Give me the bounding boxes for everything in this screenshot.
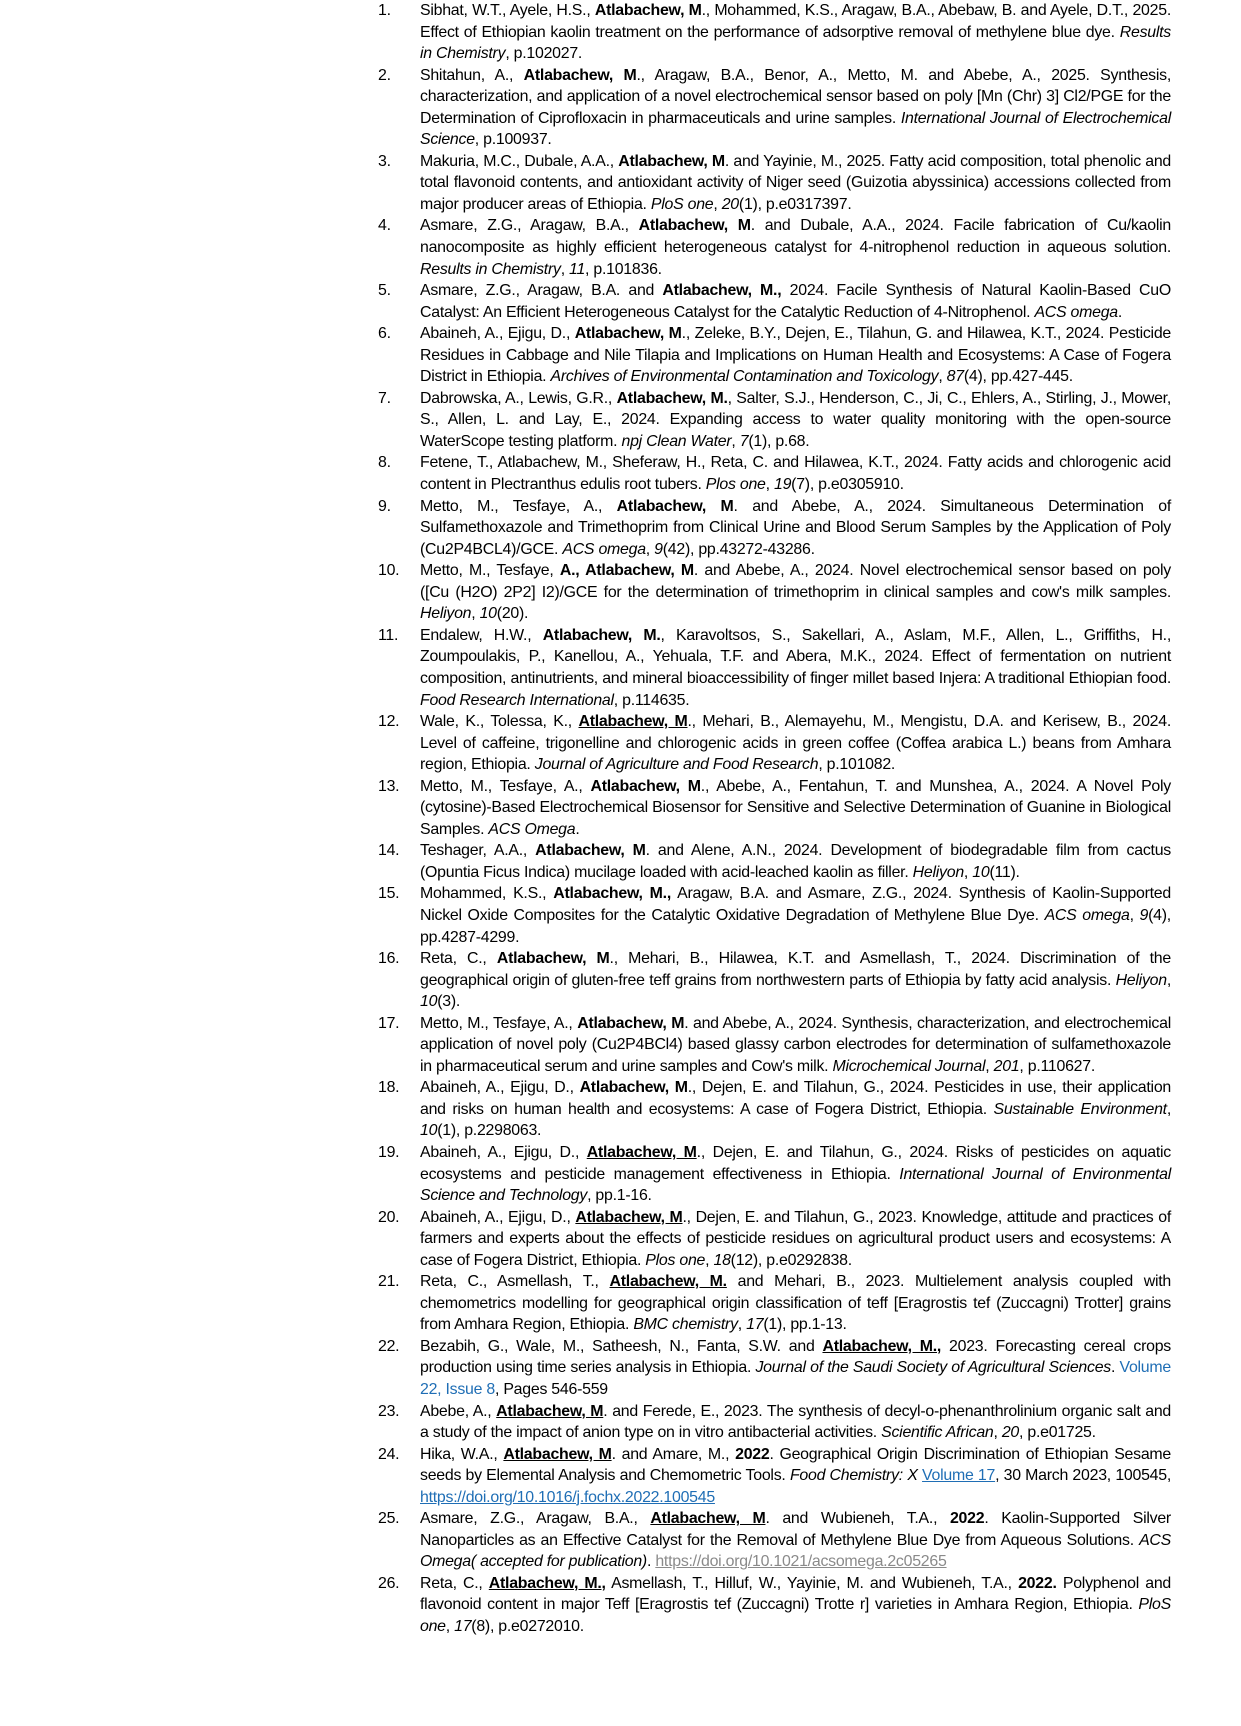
reference-text: (11). — [989, 863, 1020, 881]
journal-title: Archives of Environmental Contamination and Toxicology — [550, 368, 939, 386]
reference-text: Bezabih, G., Wale, M., Satheesh, N., Fanta, S.W. and — [420, 1337, 823, 1355]
reference-text: , — [737, 1316, 747, 1334]
reference-text: ., Dejen, E. and Tilahun, G., 2024. Pesticides in use, their application and risks on human health and ecosystems: A case of Fogera District, Ethiopia. — [420, 1079, 1172, 1118]
reference-text: , — [1129, 906, 1140, 924]
author-name-bold: Atlabachew, M — [523, 66, 637, 84]
reference-text: , p.110627. — [1019, 1057, 1095, 1075]
reference-item — [378, 65, 1171, 151]
author-name-bold: Atlabachew, M — [616, 497, 734, 515]
journal-title: 10 — [479, 605, 497, 623]
reference-text: Endalew, H.W., — [420, 626, 543, 644]
volume-link[interactable]: Volume 22, Issue 8 — [420, 1359, 1171, 1398]
author-name-bold: Atlabachew, M — [638, 217, 751, 235]
journal-title: 10 — [972, 863, 990, 881]
reference-item — [378, 280, 1171, 323]
journal-title: 20 — [1001, 1424, 1020, 1442]
reference-item — [378, 496, 1171, 561]
reference-text: . — [646, 1553, 656, 1571]
author-name-bold: Atlabachew, M — [503, 1445, 612, 1463]
reference-item — [378, 452, 1171, 495]
reference-text: , Pages 546-559 — [495, 1381, 608, 1398]
reference-text: . and Wubieneh, T.A., — [765, 1510, 950, 1528]
reference-number: 9. — [378, 497, 391, 515]
reference-text: , — [963, 863, 973, 881]
author-name-bold: 2022 — [735, 1445, 770, 1463]
reference-item — [378, 776, 1171, 841]
reference-number: 18. — [378, 1079, 400, 1097]
reference-text: , p.101836. — [585, 260, 662, 278]
reference-list — [378, 0, 1171, 1638]
author-name-bold: Atlabachew, M., — [822, 1337, 942, 1355]
reference-number: 20. — [378, 1208, 400, 1226]
reference-text: Abebe, A., — [420, 1402, 497, 1420]
journal-title: 10 — [420, 993, 438, 1011]
reference-text: ., Aragaw, B.A., Benor, A., Metto, M. and Abebe, A., 2025. Synthesis, characterization, and application of a novel electrochemical sensor based on poly [Mn (Chr) 3] Cl2/PGE for the Determination of Ciprofloxacin in pharmaceuticals and urine samples. — [420, 66, 1171, 127]
journal-title: ACS omega — [562, 540, 646, 558]
journal-title: Microchemical Journal — [832, 1057, 986, 1075]
journal-title: 20 — [721, 195, 739, 213]
journal-title: 87 — [946, 368, 964, 386]
reference-item — [378, 883, 1171, 948]
reference-number: 4. — [378, 217, 391, 235]
reference-text: ., Abebe, A., Fentahun, T. and Munshea, A., 2024. A Novel Poly (cytosine)-Based Electrochemical Biosensor for Sensitive and Selective Determination of Guanine in Biological Samples. — [420, 777, 1171, 838]
author-name-bold: Atlabachew, M., — [662, 282, 782, 300]
reference-text: , p.101082. — [818, 756, 896, 774]
reference-number: 23. — [378, 1402, 400, 1420]
reference-number: 7. — [378, 389, 391, 407]
reference-text: , Salter, S.J., Henderson, C., Ji, C., Ehlers, A., Stirling, J., Mower, S., Allen, L. and Lay, E., 2024. Expanding access to water quality monitoring with the open-source WaterScope testing platform. — [420, 389, 1172, 450]
journal-title: Scientific African — [881, 1424, 994, 1442]
journal-title: International Journal of Electrochemical Science — [420, 109, 1171, 149]
reference-item — [378, 1013, 1171, 1078]
reference-item — [378, 560, 1171, 625]
reference-item — [378, 1077, 1171, 1142]
reference-item — [378, 1444, 1171, 1509]
reference-text: , p.102027. — [505, 45, 583, 63]
journal-title: PloS one — [650, 195, 714, 213]
reference-text: ., Mehari, B., Alemayehu, M., Mengistu, D.A. and Kerisew, B., 2024. Level of caffeine, trigonelline and chlorogenic acids in green coffee (Coffea arabica L.) beans from Amhara region, Ethiopia. — [420, 713, 1171, 774]
journal-title: 11 — [569, 260, 586, 278]
author-name-bold: Atlabachew, M. — [542, 626, 661, 644]
author-name-bold: Atlabachew, M — [586, 1143, 697, 1161]
journal-title: ACS Omega( accepted for publication) — [420, 1531, 1171, 1571]
reference-text: , — [471, 605, 480, 623]
reference-text: Asmare, Z.G., Aragaw, B.A. and — [420, 282, 663, 300]
reference-item — [378, 1573, 1171, 1638]
doi-link[interactable]: https://doi.org/10.1021/acsomega.2c05265 — [655, 1553, 947, 1571]
reference-number: 3. — [378, 152, 391, 170]
journal-title: Results in Chemistry — [420, 23, 1171, 63]
reference-text: Fetene, T., Atlabachew, M., Sheferaw, H., Reta, C. and Hilawea, K.T., 2024. Fatty acids and chlorogenic acid content in Plectranthus edulis root tubers. — [420, 454, 1171, 494]
journal-title: 17 — [454, 1618, 472, 1636]
journal-title: 19 — [773, 476, 792, 494]
reference-text: . and Amare, M., — [611, 1445, 736, 1463]
reference-text: Wale, K., Tolessa, K., — [420, 713, 579, 731]
reference-text: , — [645, 540, 655, 558]
reference-text: (20). — [496, 605, 529, 623]
journal-title: International Journal of Environmental Science and Technology — [420, 1165, 1171, 1205]
reference-number: 5. — [378, 282, 391, 300]
reference-text: Reta, C., — [420, 1574, 489, 1592]
journal-title: 201 — [993, 1057, 1020, 1075]
author-name-bold: Atlabachew, M. — [616, 389, 728, 407]
author-name-bold: Atlabachew, M — [496, 1402, 604, 1420]
reference-item — [378, 1271, 1171, 1336]
journal-title: 18 — [713, 1251, 731, 1269]
reference-item — [378, 1401, 1171, 1444]
reference-item — [378, 151, 1171, 216]
journal-title: Food Chemistry: X — [789, 1467, 918, 1485]
journal-title: 9 — [654, 540, 663, 558]
author-name-bold: Atlabachew, M — [618, 152, 725, 170]
reference-text: (1), pp.1-13. — [763, 1316, 847, 1334]
reference-item — [378, 1207, 1171, 1272]
journal-title: Journal of Agriculture and Food Research — [534, 756, 819, 774]
reference-item — [378, 323, 1171, 388]
reference-item — [378, 625, 1171, 711]
reference-text: Metto, M., Tesfaye, A., — [420, 777, 591, 795]
journal-title: Plos one — [705, 476, 766, 494]
author-name-bold: Atlabachew, M — [496, 950, 610, 968]
journal-title: Sustainable Environment — [993, 1100, 1167, 1118]
reference-text: . — [1110, 1359, 1120, 1377]
reference-text: (7), p.e0305910. — [791, 476, 904, 494]
reference-text: , Karavoltsos, S., Sakellari, A., Aslam, M.F., Allen, L., Griffiths, H., Zoumpoulakis, P., Kanellou, A., Yehuala, T.F. and Abera, M.K., 2024. Effect of fermentation on nutrient composition, antinutrients, and mineral bioaccessibility of finger millet based Injera: A traditional Ethiopian food. — [420, 626, 1172, 687]
reference-text: ., Mohammed, K.S., Aragaw, B.A., Abebaw, B. and Ayele, D.T., 2025. Effect of Ethiopian kaolin treatment on the performance of adsorptive removal of methylene blue dye. — [420, 2, 1171, 41]
author-name-bold: Atlabachew, M — [594, 2, 702, 19]
reference-text: , p.100937. — [474, 131, 552, 149]
reference-number: 24. — [378, 1445, 400, 1463]
reference-number: 21. — [378, 1273, 400, 1291]
journal-title: 7 — [739, 432, 749, 450]
reference-text: Metto, M., Tesfaye, A., — [420, 497, 617, 515]
reference-text: (42), pp.43272-43286. — [662, 540, 815, 558]
reference-text: , — [731, 432, 740, 450]
reference-text: Sibhat, W.T., Ayele, H.S., — [420, 2, 595, 19]
author-name-bold: Atlabachew, M — [575, 1208, 683, 1226]
reference-text: ., Dejen, E. and Tilahun, G., 2024. Risks of pesticides on aquatic ecosystems and pesticide management effectiveness in Ethiopia. — [420, 1143, 1171, 1183]
reference-item — [378, 711, 1171, 776]
reference-item — [378, 1336, 1171, 1401]
reference-text: Hika, W.A., — [420, 1445, 504, 1463]
reference-number: 16. — [378, 950, 400, 968]
journal-title: ACS omega — [1044, 906, 1130, 924]
reference-text: (1), p.2298063. — [437, 1122, 542, 1140]
reference-text: (12), p.e0292838. — [730, 1251, 852, 1269]
journal-title: ACS Omega — [488, 820, 576, 838]
author-name-bold: Atlabachew, M. — [609, 1273, 727, 1291]
reference-text: (8), p.e0272010. — [471, 1618, 584, 1636]
reference-text: (1), p.e0317397. — [738, 195, 852, 213]
journal-title: ACS omega — [1034, 303, 1118, 321]
reference-text: . and Dubale, A.A., 2024. Facile fabrication of Cu/kaolin nanocomposite as highly efficient heterogeneous catalyst for 4-nitrophenol reduction in aqueous solution. — [420, 217, 1171, 257]
journal-title: Results in Chemistry — [420, 260, 561, 278]
reference-text: , — [1166, 971, 1171, 989]
author-name-bold: Atlabachew, M — [578, 713, 688, 731]
author-name-bold: Atlabachew, M., — [488, 1574, 606, 1592]
reference-text: Abaineh, A., Ejigu, D., — [420, 1208, 576, 1226]
reference-item — [378, 948, 1171, 1013]
reference-text: , p.114635. — [613, 691, 690, 709]
reference-text: Metto, M., Tesfaye, — [420, 562, 560, 580]
reference-text: , pp.1-16. — [587, 1187, 652, 1205]
reference-text: Metto, M., Tesfaye, A., — [420, 1014, 578, 1032]
reference-text: ., Mehari, B., Hilawea, K.T. and Asmellash, T., 2024. Discrimination of the geographical origin of gluten-free teff grains from northwestern parts of Ethiopia by fatty acid analysis. — [420, 950, 1171, 989]
reference-number: 10. — [378, 562, 400, 580]
reference-text: , — [993, 1424, 1002, 1442]
reference-text: ., Dejen, E. and Tilahun, G., 2023. Knowledge, attitude and practices of farmers and experts about the effects of pesticide residues on agricultural product users and ecosystems: A case of Fogera District, Ethiopia. — [420, 1208, 1171, 1269]
reference-item — [378, 1508, 1171, 1573]
journal-title: 17 — [746, 1316, 764, 1334]
author-name-bold: Atlabachew, M — [579, 1079, 688, 1097]
reference-text: Asmare, Z.G., Aragaw, B.A., — [420, 217, 639, 235]
author-name-bold: Atlabachew, M — [535, 842, 646, 860]
reference-text: , — [713, 195, 722, 213]
reference-text: Makuria, M.C., Dubale, A.A., — [420, 152, 619, 170]
reference-number: 15. — [378, 885, 400, 903]
author-name-bold: Atlabachew, M — [590, 777, 701, 795]
reference-text: Abaineh, A., Ejigu, D., — [420, 1143, 587, 1161]
reference-text: , — [445, 1618, 455, 1636]
reference-text: Asmare, Z.G., Aragaw, B.A., — [420, 1510, 651, 1528]
reference-text: , — [985, 1057, 994, 1075]
journal-title: Heliyon — [1115, 971, 1167, 989]
journal-title: PloS one — [420, 1596, 1171, 1636]
reference-number: 11. — [378, 626, 399, 644]
reference-text: , p.e01725. — [1019, 1424, 1096, 1442]
reference-text: . and Abebe, A., 2024. Synthesis, characterization, and electrochemical application of novel poly (Cu2P4BCl4) based glassy carbon electrodes for determination of sulfamethoxazole in pharmaceutical serum and urine samples and Cow's milk. — [420, 1014, 1171, 1075]
journal-title: BMC chemistry — [633, 1316, 738, 1334]
reference-item — [378, 1142, 1171, 1207]
reference-text: . — [575, 820, 580, 838]
author-name-bold: 2022 — [949, 1510, 985, 1528]
journal-title: npj Clean Water — [621, 432, 732, 450]
journal-title: 10 — [420, 1122, 438, 1140]
reference-text: Abaineh, A., Ejigu, D., — [420, 1079, 580, 1097]
reference-item — [378, 215, 1171, 280]
reference-text: Reta, C., — [420, 950, 497, 968]
reference-text: Polyphenol and flavonoid content in major Teff [Eragrostis tef (Zuccagni) Trotte r] varieties in Amhara Region, Ethiopia. — [420, 1574, 1171, 1614]
reference-text: (3). — [437, 993, 461, 1011]
reference-text: Teshager, A.A., — [420, 842, 536, 860]
journal-title: Plos one — [645, 1251, 706, 1269]
reference-number: 19. — [378, 1143, 400, 1161]
reference-text: ., Zeleke, B.Y., Dejen, E., Tilahun, G. and Hilawea, K.T., 2024. Pesticide Residues in Cabbage and Nile Tilapia and Implications on Human Health and Ecosystems: A Case of Fogera District in Ethiopia. — [420, 325, 1171, 386]
author-name-bold: Atlabachew, M., — [553, 885, 671, 903]
author-name-bold: A., Atlabachew, M — [559, 562, 694, 580]
reference-text: , — [765, 476, 774, 494]
reference-text: Shitahun, A., — [420, 66, 524, 84]
reference-text: Reta, C., Asmellash, T., — [420, 1273, 610, 1291]
reference-text: 2024. Facile Synthesis of Natural Kaolin-Based CuO Catalyst: An Efficient Heterogeneous Catalyst for the Catalytic Reduction of 4-Nitrophenol. — [420, 282, 1171, 321]
journal-title: Heliyon — [420, 605, 472, 623]
journal-title: Food Research International — [420, 691, 614, 709]
reference-item — [378, 0, 1171, 65]
doi-link[interactable]: Volume 17 — [922, 1467, 996, 1485]
reference-text: . and Ferede, E., 2023. The synthesis of decyl-o-phenanthrolinium organic salt and a study of the impact of anion type on in vitro antibacterial activities. — [420, 1402, 1172, 1442]
journal-title: 9 — [1139, 906, 1149, 924]
author-name-bold: Atlabachew, M — [650, 1510, 766, 1528]
reference-text: Dabrowska, A., Lewis, G.R., — [420, 389, 617, 407]
reference-text: . and Abebe, A., 2024. Novel electrochemical sensor based on poly ([Cu (H2O) 2P2] I2)/GCE for the determination of trimethoprim in clinical samples and cow's milk samples. — [420, 562, 1171, 601]
reference-number: 12. — [378, 713, 400, 731]
reference-text: , 30 March 2023, 100545, — [995, 1467, 1172, 1485]
reference-text: Aragaw, B.A. and Asmare, Z.G., 2024. Synthesis of Kaolin-Supported Nickel Oxide Composites for the Catalytic Oxidative Degradation of Methylene Blue Dye. — [420, 885, 1171, 924]
reference-text: , — [1166, 1100, 1171, 1118]
reference-text: (4), pp.427-445. — [963, 368, 1073, 386]
reference-number: 6. — [378, 325, 391, 343]
reference-number: 1. — [378, 2, 391, 19]
reference-text: . and Abebe, A., 2024. Simultaneous Determination of Sulfamethoxazole and Trimethoprim from Clinical Urine and Blood Serum Samples by the Application of Poly (Cu2P4BCL4)/GCE. — [420, 497, 1171, 558]
reference-text: . and Yayinie, M., 2025. Fatty acid composition, total phenolic and total flavonoid contents, and antioxidant activity of Niger seed (Guizotia abyssinica) accessions collected from major producer areas of Ethiopia. — [420, 152, 1171, 213]
reference-item — [378, 388, 1171, 453]
reference-number: 17. — [378, 1014, 400, 1032]
reference-text: Mohammed, K.S., — [420, 885, 554, 903]
reference-number: 22. — [378, 1337, 400, 1355]
doi-link[interactable]: https://doi.org/10.1016/j.fochx.2022.100545 — [420, 1488, 715, 1506]
reference-text: Abaineh, A., Ejigu, D., — [420, 325, 575, 343]
reference-text: . — [1117, 303, 1123, 321]
author-name-bold: Atlabachew, M — [577, 1014, 685, 1032]
reference-text: Asmellash, T., Hilluf, W., Yayinie, M. and Wubieneh, T.A., — [605, 1574, 1019, 1592]
journal-title: Journal of the Saudi Society of Agricultural Sciences — [755, 1359, 1111, 1377]
reference-text: . and Alene, A.N., 2024. Development of biodegradable film from cactus (Opuntia Ficus Indica) mucilage loaded with acid-leached kaolin as filler. — [420, 842, 1171, 881]
reference-number: 25. — [378, 1510, 400, 1528]
reference-number: 14. — [378, 842, 400, 860]
reference-number: 2. — [378, 66, 391, 84]
reference-text: . Geographical Origin Discrimination of Ethiopian Sesame seeds by Elemental Analysis and Chemometric Tools. — [420, 1445, 1171, 1485]
reference-text: (4), pp.4287-4299. — [420, 906, 1171, 946]
author-name-bold: Atlabachew, M — [574, 325, 682, 343]
reference-text: 2023. Forecasting cereal crops production using time series analysis in Ethiopia. — [420, 1337, 1171, 1377]
reference-number: 13. — [378, 777, 400, 795]
reference-text: , — [560, 260, 570, 278]
journal-title: Heliyon — [912, 863, 964, 881]
reference-text: . Kaolin-Supported Silver Nanoparticles as an Effective Catalyst for the Removal of Methylene Blue Dye from Aqueous Solutions. — [420, 1510, 1171, 1549]
reference-text: , — [705, 1251, 714, 1269]
reference-text: (1), p.68. — [748, 432, 810, 450]
reference-number: 26. — [378, 1574, 400, 1592]
reference-text: , — [938, 368, 947, 386]
reference-item — [378, 840, 1171, 883]
reference-text: and Mehari, B., 2023. Multielement analysis coupled with chemometrics modelling for geographical origin classification of teff [Eragrostis tef (Zuccagni) Trotter] grains from Amhara Region, Ethiopia. — [420, 1273, 1171, 1334]
reference-number: 8. — [378, 454, 391, 472]
author-name-bold: 2022. — [1018, 1574, 1057, 1592]
